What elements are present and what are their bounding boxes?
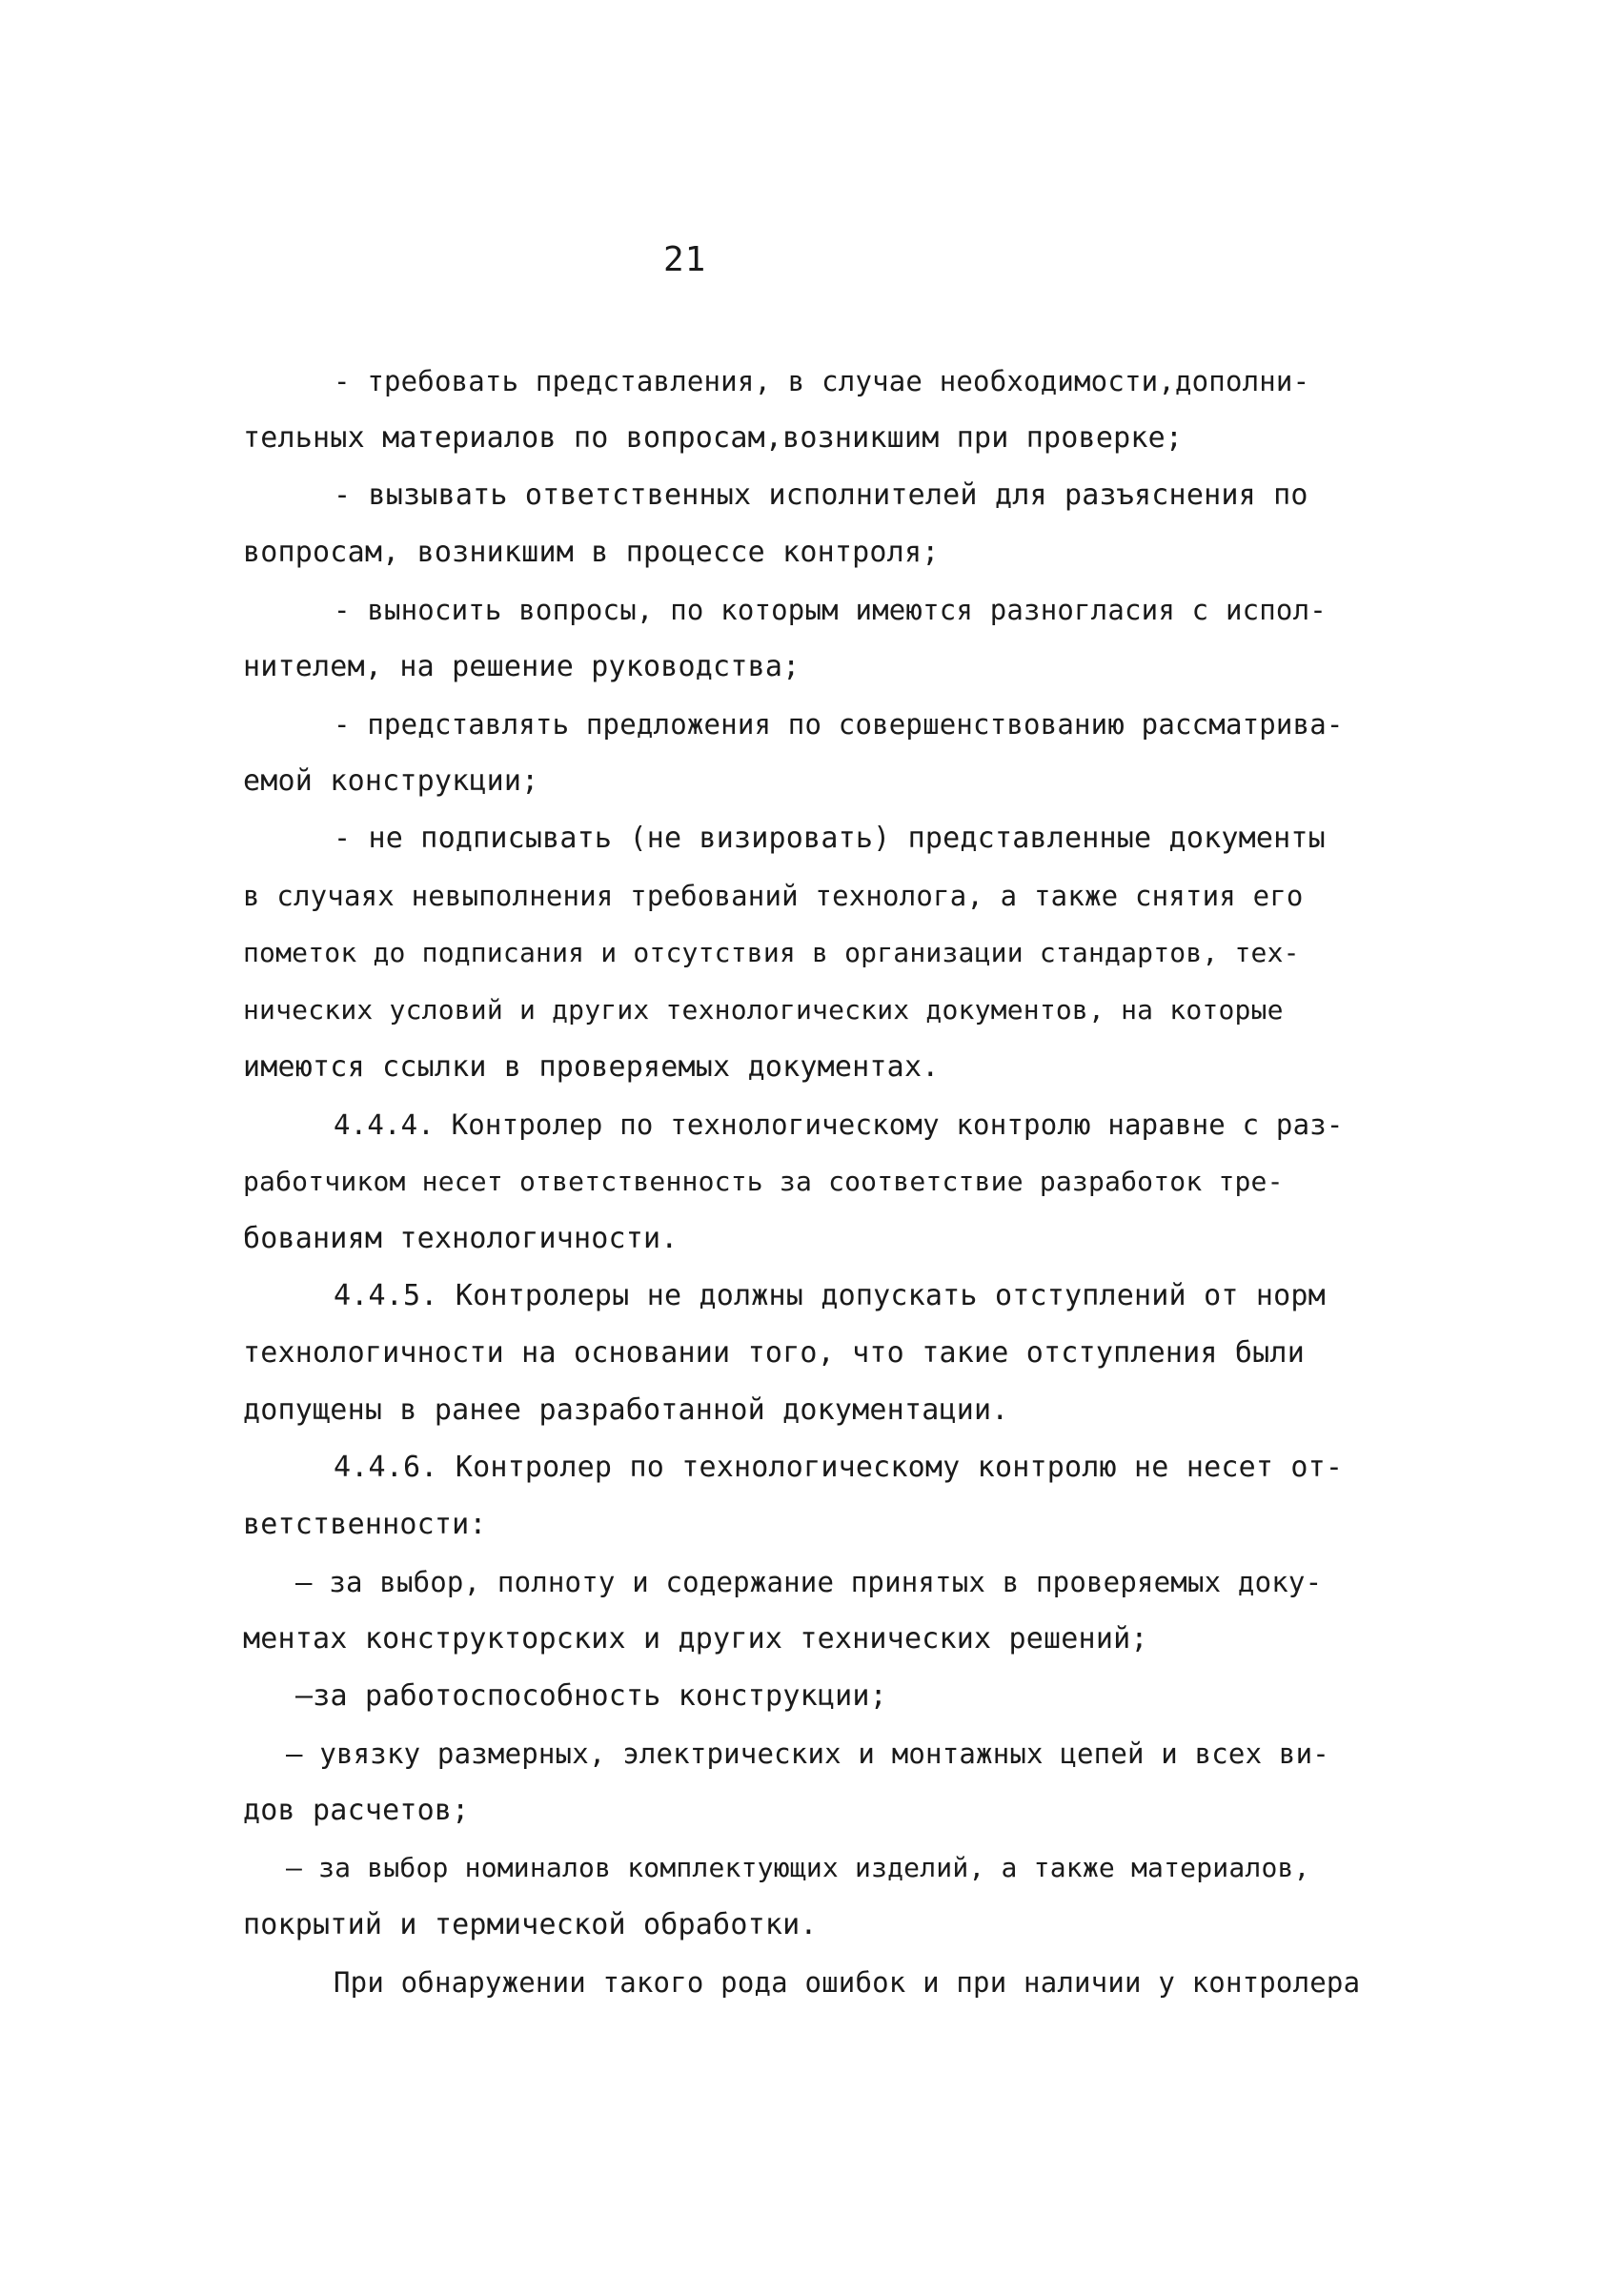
text-line: в случаях невыполнения требований технолога, а также снятия его (243, 880, 1304, 912)
text-line: имеются ссылки в проверяемых документах. (243, 1050, 940, 1084)
text-line: - выносить вопросы, по которым имеются разногласия с испол- (334, 594, 1327, 626)
text-line: нических условий и других технологических документов, на которые (243, 994, 1284, 1026)
text-line: работчиком несет ответственность за соответствие разработок тре- (243, 1166, 1284, 1197)
text-line: При обнаружении такого рода ошибок и при наличии у контролера (334, 1966, 1361, 1999)
text-line: пометок до подписания и отсутствия в организации стандартов, тех- (243, 937, 1300, 968)
text-line: нителем, на решение руководства; (243, 650, 801, 683)
text-line: 4.4.6. Контролер по технологическому контролю не несет от- (334, 1451, 1344, 1484)
text-line: тельных материалов по вопросам,возникшим при проверке; (243, 421, 1184, 455)
text-line: покрытий и термической обработки. (243, 1908, 818, 1941)
text-line: 4.4.5. Контролеры не должны допускать отступлений от норм (334, 1279, 1326, 1312)
text-line: вопросам, возникшим в процессе контроля; (243, 536, 940, 569)
text-line: технологичности на основании того, что такие отступления были (243, 1336, 1305, 1370)
text-line: - вызывать ответственных исполнителей для разъяснения по (334, 478, 1308, 512)
text-line: - требовать представления, в случае необходимости,дополни- (334, 365, 1310, 397)
text-line: - не подписывать (не визировать) представленные документы (334, 822, 1326, 855)
text-line: 4.4.4. Контролер по технологическому контролю наравне с раз- (334, 1108, 1344, 1141)
text-line: бованиям технологичности. (243, 1222, 679, 1255)
text-line: — увязку размерных, электрических и монтажных цепей и всех ви- (286, 1737, 1329, 1770)
text-line: ветственности: (243, 1508, 487, 1541)
text-line: - представлять предложения по совершенствованию рассматрива- (334, 708, 1344, 741)
text-line: —за работоспособность конструкции; (295, 1679, 887, 1713)
text-line: допущены в ранее разработанной документации. (243, 1393, 1009, 1427)
text-line: — за выбор, полноту и содержание принятых в проверяемых доку- (295, 1566, 1323, 1598)
text-line: емой конструкции; (243, 764, 539, 798)
text-line: дов расчетов; (243, 1794, 470, 1827)
text-line: ментах конструкторских и других технических решений; (243, 1622, 1148, 1656)
page-number: 21 (663, 240, 707, 279)
text-line: — за выбор номиналов комплектующих изделий, а также материалов, (286, 1852, 1310, 1883)
